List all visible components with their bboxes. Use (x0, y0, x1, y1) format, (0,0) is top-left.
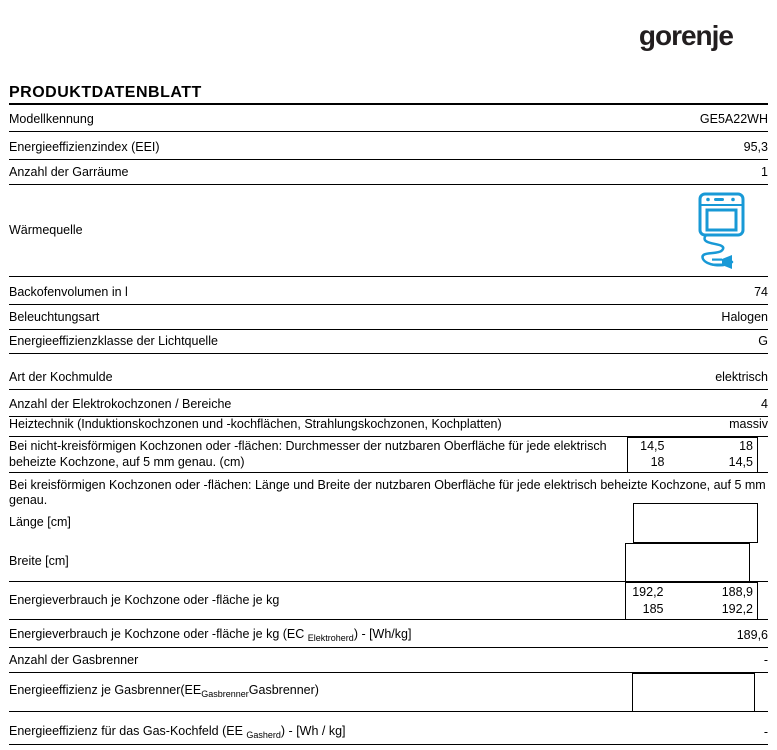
grid-cell: 14,5 (640, 439, 665, 454)
table-row-gaskochfeld-ee (9, 712, 768, 745)
row-label: Energieeffizienzklasse der Lichtquelle (9, 334, 218, 349)
row-value: 4 (761, 397, 768, 412)
table-row-kreisfoermig-note: Bei kreisförmigen Kochzonen oder -flächen: Länge und Breite der nutzbaren Oberfläche für jede elektrisch beheizte Kochzone, auf 5 mm genau. (9, 478, 766, 507)
label-text: ) - [Wh/kg] (353, 626, 412, 641)
row-value: - (763, 653, 768, 668)
row-label: Anzahl der Garräume (9, 165, 129, 180)
energy-per-zone-grid (626, 583, 757, 619)
row-value: 189,6 (736, 628, 768, 643)
table-row-backofenvolumen (9, 277, 768, 305)
row-label: Backofenvolumen in l (9, 285, 128, 300)
empty-value-box (632, 673, 755, 712)
table-row-energieverbrauch-zone (9, 582, 768, 620)
grid-cell: 192,2 (721, 601, 753, 616)
row-value: 1 (761, 165, 768, 180)
row-label: Energieeffizienzindex (EEI) (9, 140, 160, 155)
grid-cell: 14,5 (728, 455, 753, 470)
row-value: GE5A22WH (699, 112, 768, 127)
table-row-nicht-kreisfoermig (9, 437, 768, 473)
grid-cell: 18 (739, 439, 753, 454)
row-value: massiv (729, 417, 768, 432)
label-subscript: Gasherd (246, 729, 281, 740)
table-row-garraeume (9, 160, 768, 185)
table-row-energieverbrauch-ec (9, 620, 768, 648)
table-row-waermequelle (9, 185, 768, 277)
table-row-eei (9, 132, 768, 160)
table-row-heiztechnik (9, 417, 768, 437)
zone-diameter-grid (628, 438, 757, 472)
row-label: Wärmequelle (9, 222, 83, 237)
row-value: elektrisch (715, 370, 768, 385)
electric-oven-plug-icon (698, 192, 746, 270)
label-text: Energieverbrauch je Kochzone oder -fläche je kg (EC (9, 626, 308, 641)
row-label (9, 683, 319, 700)
empty-value-box (633, 503, 758, 543)
page-title: PRODUKTDATENBLATT (9, 0, 768, 105)
row-value: - (763, 725, 768, 740)
row-label: Anzahl der Elektrokochzonen / Bereiche (9, 397, 232, 412)
empty-value-box (625, 543, 750, 582)
table-row-lichtquelle-klasse (9, 330, 768, 354)
row-label: Länge [cm] (9, 515, 71, 530)
table-row-laenge (9, 503, 768, 543)
table-row-kochmulde (9, 370, 768, 390)
section-gap (9, 354, 768, 370)
row-label: Bei nicht-kreisförmigen Kochzonen oder -flächen: Durchmesser der nutzbaren Oberfläche für jede elektrisch beheizte Kochzone, auf 5 mm genau. (cm) (9, 438, 607, 469)
row-label: Art der Kochmulde (9, 370, 113, 385)
table-row-gasbrenner-ee (9, 673, 768, 712)
label-text: Gasbrenner) (248, 683, 319, 698)
grid-cell: 192,2 (632, 584, 664, 599)
row-value: 74 (754, 285, 768, 300)
table-row-gasbrenner-anzahl (9, 648, 768, 673)
table-row-beleuchtungsart (9, 305, 768, 330)
label-text: ) - [Wh / kg] (280, 723, 346, 738)
grid-cell: 185 (642, 601, 664, 616)
table-row-elektrokochzonen (9, 390, 768, 417)
label-subscript: Elektroherd (307, 632, 354, 643)
row-value: 95,3 (743, 140, 768, 155)
row-label (9, 627, 411, 644)
label-text: Energieeffizienz je Gasbrenner(EE (9, 683, 202, 698)
row-value: Halogen (721, 310, 768, 325)
value-grid-box (625, 582, 758, 620)
grid-cell: 188,9 (721, 584, 753, 599)
datasheet-table (9, 0, 768, 745)
label-text: Energieeffizienz für das Gas-Kochfeld (EE (9, 723, 247, 738)
row-label: Energieverbrauch je Kochzone oder -fläche je kg (9, 592, 280, 607)
table-row-modellkennung (9, 105, 768, 132)
row-label: Breite [cm] (9, 554, 69, 569)
row-label (9, 724, 346, 741)
row-label: Beleuchtungsart (9, 310, 100, 325)
label-subscript: Gasbrenner (201, 689, 249, 700)
value-grid-box (627, 437, 758, 473)
grid-cell: 18 (650, 455, 665, 470)
row-label: Anzahl der Gasbrenner (9, 653, 139, 668)
row-label: Modellkennung (9, 112, 94, 127)
row-value: G (758, 334, 768, 349)
row-label: Heiztechnik (Induktionskochzonen und -kochflächen, Strahlungskochzonen, Kochplatten) (9, 417, 502, 432)
gorenje-logo: gorenje (638, 20, 733, 51)
table-row-breite (9, 543, 768, 582)
